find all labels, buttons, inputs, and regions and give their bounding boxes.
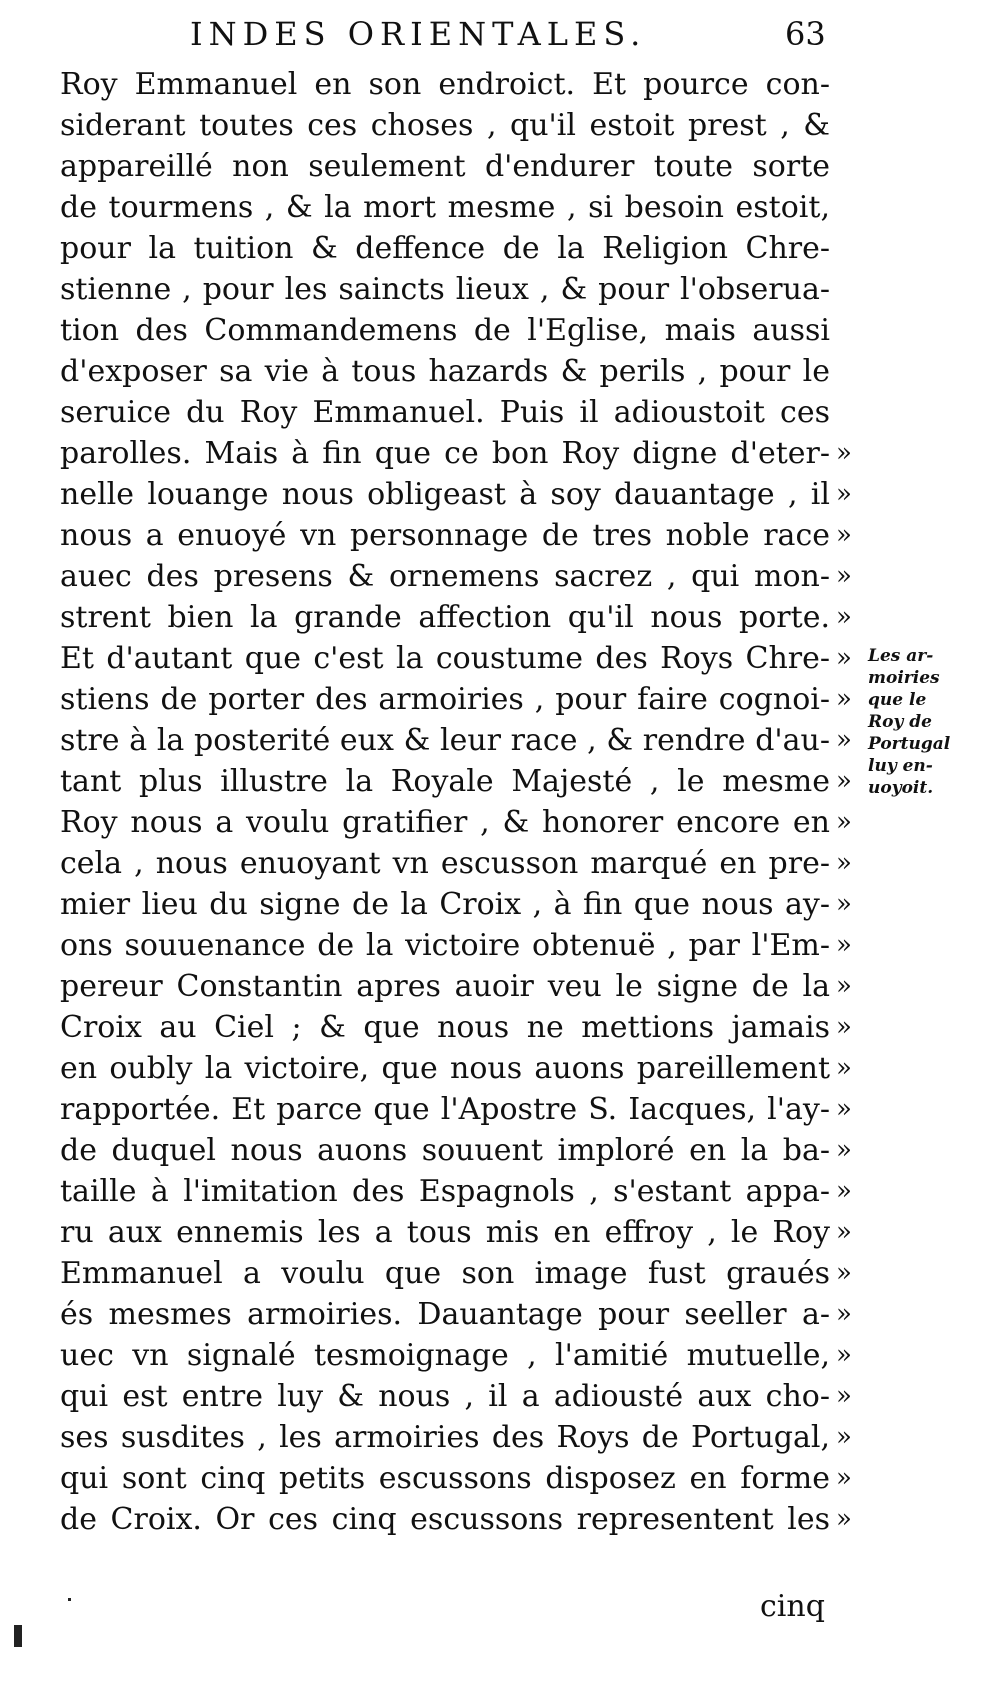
- text-line: appareillé non seulement d'endurer toute sorte: [60, 149, 830, 184]
- page-number: 63: [785, 15, 826, 53]
- text-line: Roy Emmanuel en son endroict. Et pource con-: [60, 67, 830, 102]
- text-line: strent bien la grande affection qu'il nous porte.: [60, 600, 830, 635]
- text-line: qui est entre luy & nous , il a adiousté aux cho-: [60, 1379, 830, 1414]
- text-line: ses susdites , les armoiries des Roys de Portugal,: [60, 1420, 830, 1455]
- quote-mark: »: [836, 1217, 852, 1247]
- text-line: mier lieu du signe de la Croix , à fin que nous ay-: [60, 887, 830, 922]
- text-line: és mesmes armoiries. Dauantage pour seeller a-: [60, 1297, 830, 1332]
- quote-mark: »: [836, 1094, 852, 1124]
- quote-mark: »: [836, 1340, 852, 1370]
- text-line: auec des presens & ornemens sacrez , qui mon-: [60, 559, 830, 594]
- text-line: tion des Commandemens de l'Eglise, mais aussi: [60, 313, 830, 348]
- text-line: pereur Constantin apres auoir veu le signe de la: [60, 969, 830, 1004]
- text-line: rapportée. Et parce que l'Apostre S. Iacques, l'ay-: [60, 1092, 830, 1127]
- margin-note-line: luy en-: [868, 756, 933, 776]
- text-line: tant plus illustre la Royale Majesté , le mesme: [60, 764, 830, 799]
- margin-note-line: Roy de: [868, 712, 932, 732]
- text-line: stiens de porter des armoiries , pour faire cognoi-: [60, 682, 830, 717]
- text-line: ons souuenance de la victoire obtenuë , par l'Em-: [60, 928, 830, 963]
- margin-note-line: moiries: [868, 668, 940, 688]
- quote-mark: »: [836, 930, 852, 960]
- quote-mark: »: [836, 479, 852, 509]
- quote-mark: »: [836, 438, 852, 468]
- text-line: nous a enuoyé vn personnage de tres noble race: [60, 518, 830, 553]
- margin-note-line: Les ar-: [868, 646, 934, 666]
- main-text: [60, 64, 830, 1540]
- quote-mark: »: [836, 1012, 852, 1042]
- quote-mark: »: [836, 1381, 852, 1411]
- text-line: pour la tuition & deffence de la Religion Chre-: [60, 231, 830, 266]
- text-line: de Croix. Or ces cinq escussons representent les: [60, 1502, 830, 1537]
- text-line: Roy nous a voulu gratifier , & honorer encore en: [60, 805, 830, 840]
- text-line: Emmanuel a voulu que son image fust graués: [60, 1256, 830, 1291]
- quote-mark: »: [836, 684, 852, 714]
- ink-dot: [68, 1598, 71, 1601]
- text-line: stre à la posterité eux & leur race , & rendre d'au-: [60, 723, 830, 758]
- text-line: qui sont cinq petits escussons disposez en forme: [60, 1461, 830, 1496]
- quote-mark: »: [836, 807, 852, 837]
- text-line: taille à l'imitation des Espagnols , s'estant appa-: [60, 1174, 830, 1209]
- quote-mark: »: [836, 1258, 852, 1288]
- text-line: parolles. Mais à fin que ce bon Roy digne d'eter-: [60, 436, 830, 471]
- margin-note-line: que le: [868, 690, 927, 710]
- quote-mark: »: [836, 1299, 852, 1329]
- quote-mark: »: [836, 561, 852, 591]
- margin-note-line: Portugal: [868, 734, 951, 754]
- text-line: ru aux ennemis les a tous mis en effroy , le Roy: [60, 1215, 830, 1250]
- quote-mark: »: [836, 971, 852, 1001]
- text-line: Croix au Ciel ; & que nous ne mettions jamais: [60, 1010, 830, 1045]
- quote-mark: »: [836, 889, 852, 919]
- text-line: seruice du Roy Emmanuel. Puis il adioustoit ces: [60, 395, 830, 430]
- quote-mark: »: [836, 766, 852, 796]
- quote-mark: »: [836, 1463, 852, 1493]
- text-line: stienne , pour les saincts lieux , & pour l'obserua-: [60, 272, 830, 307]
- text-line: uec vn signalé tesmoignage , l'amitié mutuelle,: [60, 1338, 830, 1373]
- text-line: cela , nous enuoyant vn escusson marqué en pre-: [60, 846, 830, 881]
- quote-mark: »: [836, 1176, 852, 1206]
- running-head: INDES ORIENTALES.: [190, 15, 647, 53]
- text-line: nelle louange nous obligeast à soy dauantage , il: [60, 477, 830, 512]
- quote-mark: »: [836, 1135, 852, 1165]
- text-line: siderant toutes ces choses , qu'il estoit prest , &: [60, 108, 830, 143]
- quote-mark: »: [836, 1053, 852, 1083]
- margin-note-line: uoyoit.: [868, 778, 934, 798]
- quote-mark: »: [836, 1504, 852, 1534]
- catchword: cinq: [760, 1589, 825, 1624]
- quote-mark: »: [836, 602, 852, 632]
- quote-mark: »: [836, 1422, 852, 1452]
- text-line: de duquel nous auons souuent imploré en la ba-: [60, 1133, 830, 1168]
- text-line: Et d'autant que c'est la coustume des Roys Chre-: [60, 641, 830, 676]
- quote-mark: »: [836, 643, 852, 673]
- text-line: d'exposer sa vie à tous hazards & perils , pour le: [60, 354, 830, 389]
- quote-mark: »: [836, 848, 852, 878]
- text-line: en oubly la victoire, que nous auons pareillement: [60, 1051, 830, 1086]
- quote-mark: »: [836, 725, 852, 755]
- ink-mark: [14, 1625, 22, 1647]
- margin-note: [868, 645, 964, 799]
- quote-mark: »: [836, 520, 852, 550]
- text-line: de tourmens , & la mort mesme , si besoin estoit,: [60, 190, 830, 225]
